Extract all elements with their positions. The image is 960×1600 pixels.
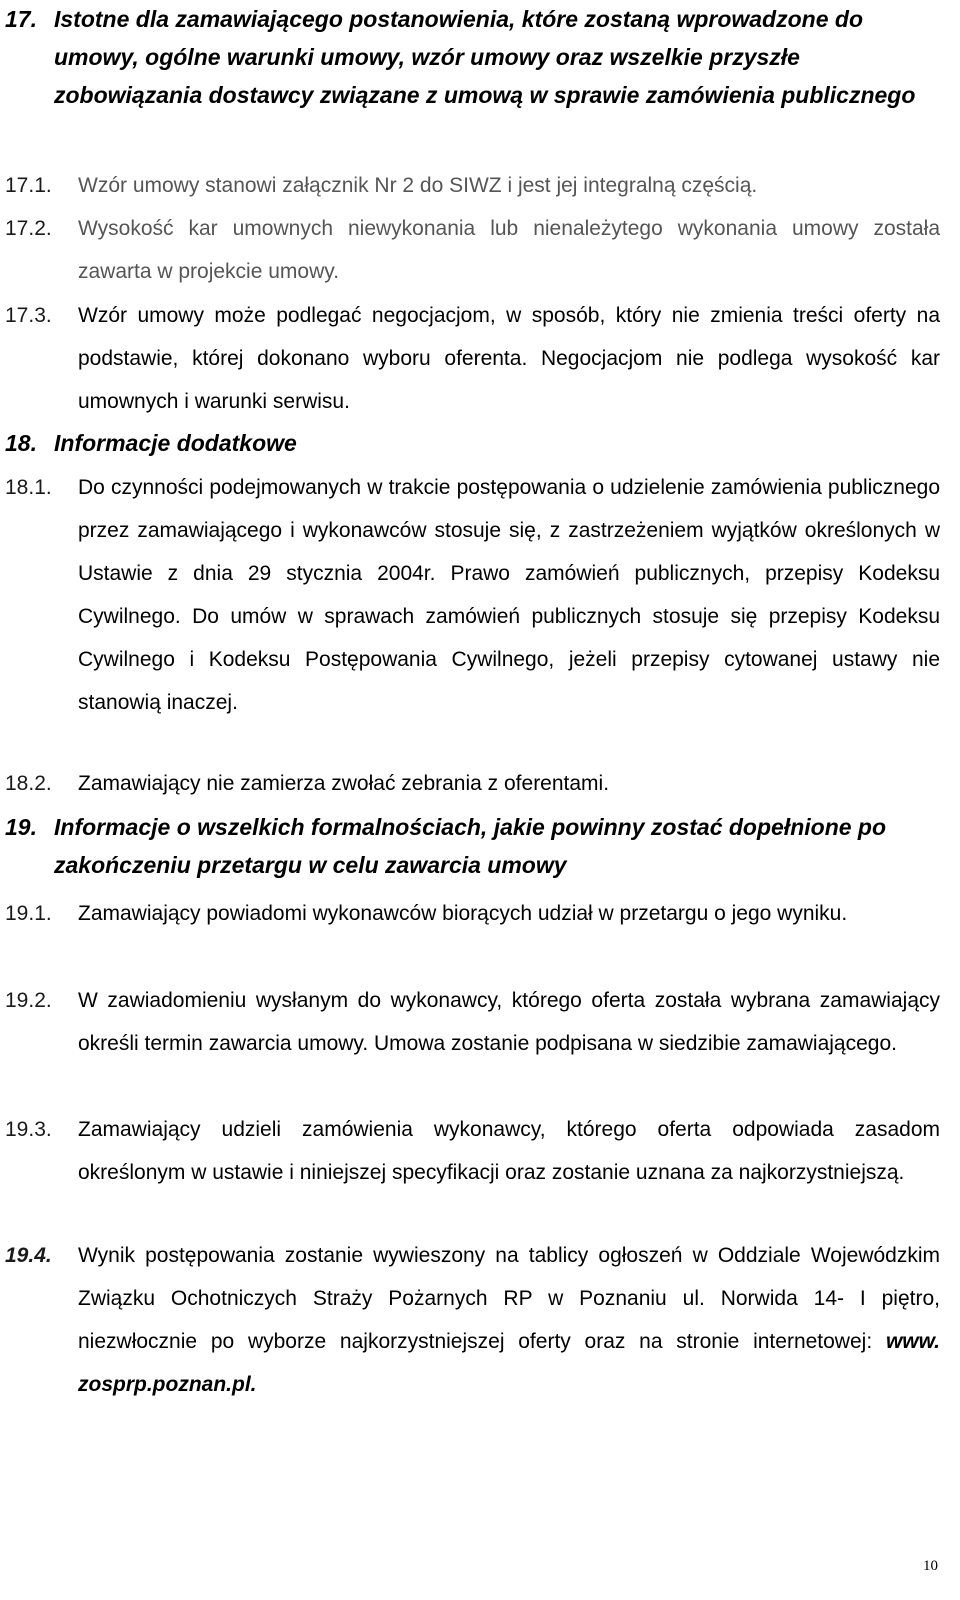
paragraph-17-1 (0, 164, 940, 207)
section-number: 19. (5, 814, 37, 840)
paragraph-text: Zamawiający powiadomi wykonawców biorących udział w przetargu o jego wyniku. (78, 902, 848, 925)
paragraph-text: Zamawiający nie zamierza zwołać zebrania z oferentami. (78, 772, 610, 795)
section-title: Informacje o wszelkich formalnościach, jakie powinny zostać dopełnione po zakończeniu przetargu w celu zawarcia umowy (54, 814, 887, 878)
paragraph-19-1 (0, 892, 940, 935)
section-number: 18. (5, 430, 37, 456)
paragraph-number: 19.2. (5, 989, 52, 1012)
section-title: Istotne dla zamawiającego postanowienia, które zostaną wprowadzone do umowy, ogólne warunki umowy, wzór umowy oraz wszelkie przyszłe zobowiązania dostawcy związane z umową w sprawie zamówienia publicznego (54, 6, 916, 108)
paragraph-text: Wzór umowy może podlegać negocjacjom, w sposób, który nie zmienia treści oferty na podstawie, której dokonano wyboru oferenta. Negocjacjom nie podlega wysokość kar umownych i warunki serwisu. (78, 304, 940, 413)
section-number: 17. (5, 6, 37, 32)
paragraph-18-2 (0, 762, 940, 805)
website-url[interactable]: www. zosprp.poznan.pl. (78, 1330, 940, 1396)
paragraph-19-3 (0, 1108, 940, 1194)
paragraph-number: 19.4. (5, 1244, 52, 1267)
section-18-heading (0, 424, 940, 462)
paragraph-number: 19.1. (5, 902, 52, 925)
paragraph-text: W zawiadomieniu wysłanym do wykonawcy, którego oferta została wybrana zamawiający określi termin zawarcia umowy. Umowa zostanie podpisana w siedzibie zamawiającego. (78, 989, 940, 1055)
paragraph-19-4 (0, 1234, 940, 1406)
paragraph-19-2 (0, 979, 940, 1065)
section-17-heading (0, 0, 940, 114)
paragraph-number: 19.3. (5, 1118, 52, 1141)
section-19-heading (0, 808, 940, 884)
paragraph-18-1 (0, 466, 940, 724)
paragraph-number: 18.2. (5, 772, 52, 795)
paragraph-17-2 (0, 207, 940, 293)
paragraph-number: 17.3. (5, 304, 52, 327)
page-number: 10 (923, 1558, 938, 1574)
paragraph-number: 17.1. (5, 174, 52, 197)
paragraph-text: Do czynności podejmowanych w trakcie postępowania o udzielenie zamówienia publicznego przez zamawiającego i wykonawców stosuje się, z zastrzeżeniem wyjątków określonych w Ustawie z dnia 29 stycznia 2004r. Prawo zamówień publicznych, przepisy Kodeksu Cywilnego. Do umów w sprawach zamówień publicznych stosuje się przepisy Kodeksu Cywilnego i Kodeksu Postępowania Cywilnego, jeżeli przepisy cytowanej ustawy nie stanowią inaczej. (78, 476, 940, 714)
paragraph-number: 18.1. (5, 476, 52, 499)
paragraph-text: Zamawiający udzieli zamówienia wykonawcy, którego oferta odpowiada zasadom określonym w ustawie i niniejszej specyfikacji oraz zostanie uznana za najkorzystniejszą. (78, 1118, 940, 1184)
paragraph-number: 17.2. (5, 217, 52, 240)
paragraph-text: Wysokość kar umownych niewykonania lub nienależytego wykonania umowy została zawarta w projekcie umowy. (78, 217, 940, 283)
paragraph-17-3 (0, 294, 940, 423)
paragraph-text: Wzór umowy stanowi załącznik Nr 2 do SIWZ i jest jej integralną częścią. (78, 174, 758, 197)
paragraph-text: Wynik postępowania zostanie wywieszony na tablicy ogłoszeń w Oddziale Wojewódzkim Związku Ochotniczych Straży Pożarnych RP w Poznaniu ul. Norwida 14- I piętro, niezwłocznie po wyborze najkorzystniejszej oferty oraz na stronie internetowej: (78, 1244, 940, 1353)
paragraph-text-wrap (78, 1234, 940, 1406)
section-title: Informacje dodatkowe (54, 430, 297, 456)
